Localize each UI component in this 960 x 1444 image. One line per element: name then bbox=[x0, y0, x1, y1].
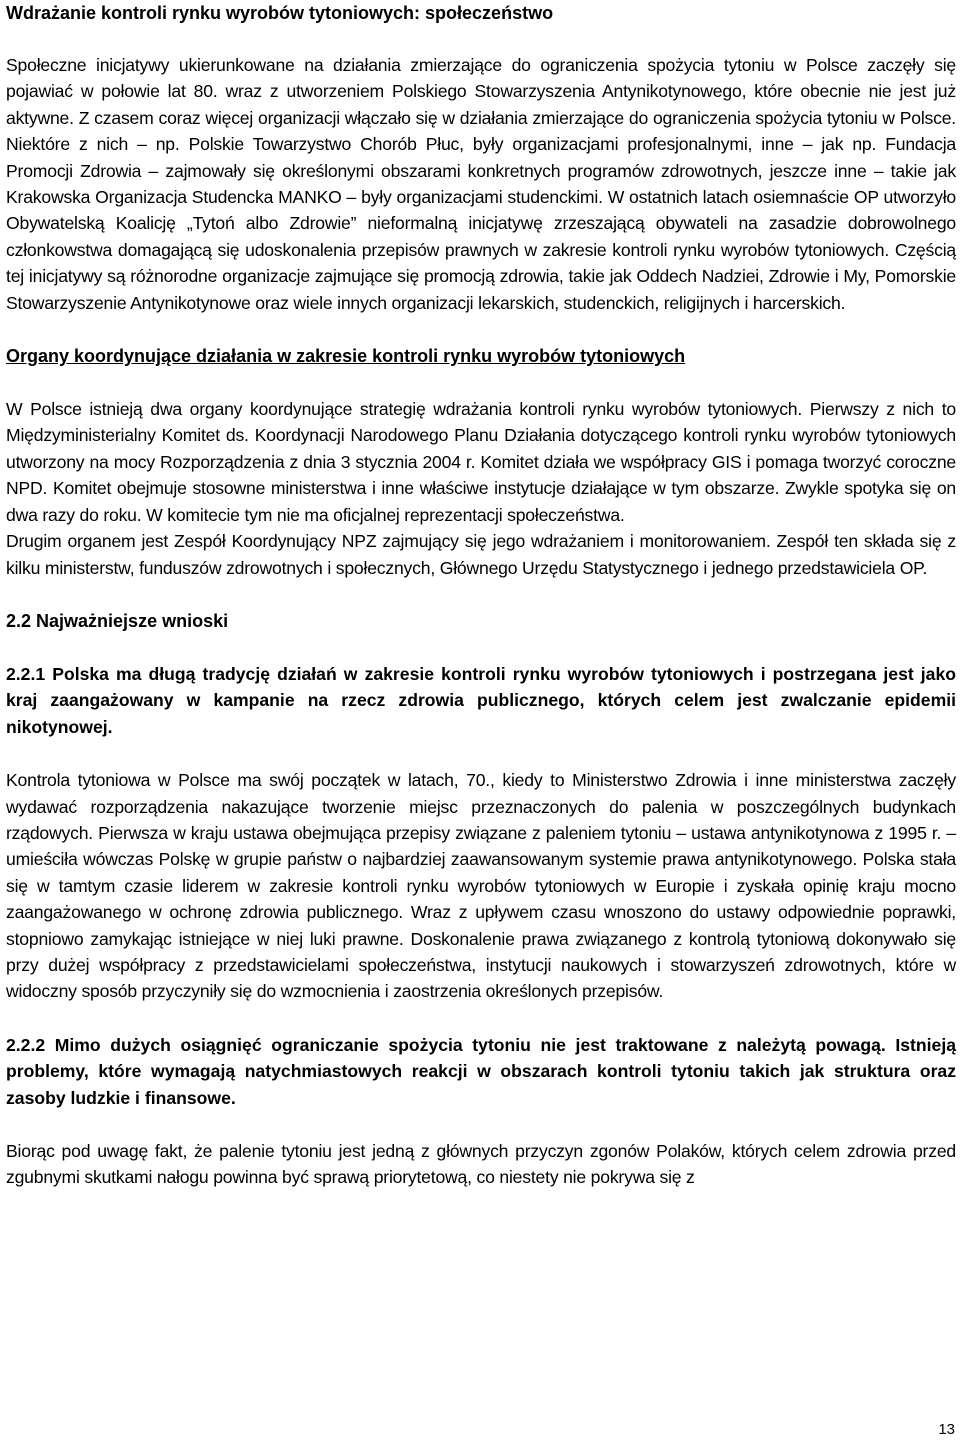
heading-coordinating-bodies: Organy koordynujące działania w zakresie kontroli rynku wyrobów tytoniowych bbox=[6, 346, 686, 367]
heading-conclusion-2-2-1: 2.2.1 Polska ma długą tradycję działań w zakresie kontroli rynku wyrobów tytoniowych i postrzegana jest jako kraj zaangażowany w kampanie na rzecz zdrowia publicznego, których celem jest zwalczanie epidemii nikotynowej. bbox=[6, 663, 956, 737]
paragraph-coordinating-bodies-1: W Polsce istnieją dwa organy koordynujące strategię wdrażania kontroli rynku wyrobów tytoniowych. Pierwszy z nich to Międzyministerialny Komitet ds. Koordynacji Narodowego Planu Działania dotyczącego kontroli rynku wyrobów tytoniowych utworzony na mocy Rozporządzenia z dnia 3 stycznia 2004 r. Komitet działa we współpracy GIS i pomaga tworzyć coroczne NPD. Komitet obejmuje stosowne ministerstwa i inne właściwe instytucje działające w tym obszarze. Zwykle spotyka się on dwa razy do roku. W komitecie tym nie ma oficjalnej reprezentacji społeczeństwa. bbox=[6, 399, 956, 525]
heading-society: Wdrażanie kontroli rynku wyrobów tytoniowych: społeczeństwo bbox=[6, 3, 554, 23]
heading-conclusion-2-2-2: 2.2.2 Mimo dużych osiągnięć ograniczanie spożycia tytoniu nie jest traktowane z należytą powagą. Istnieją problemy, które wymagają natychmiastowych reakcji w obszarach kontroli tytoniu takich jak struktura oraz zasoby ludzkie i finansowe. bbox=[6, 1034, 956, 1108]
paragraph-coordinating-bodies-2: Drugim organem jest Zespół Koordynujący NPZ zajmujący się jego wdrażaniem i monitorowaniem. Zespół ten składa się z kilku ministerstw, funduszów zdrowotnych i społecznych, Głównego Urzędu Statystycznego i jednego przedstawiciela OP. bbox=[6, 531, 956, 578]
heading-key-conclusions: 2.2 Najważniejsze wnioski bbox=[6, 610, 229, 631]
paragraph-tobacco-control-history: Kontrola tytoniowa w Polsce ma swój początek w latach, 70., kiedy to Ministerstwo Zdrowia i inne ministerstwa zaczęły wydawać rozporządzenia nakazujące tworzenie miejsc przeznaczonych do palenia w poszczególnych budynkach rządowych. Pierwsza w kraju ustawa obejmująca przepisy związane z paleniem tytoniu – ustawa antynikotynowa z 1995 r. – umieściła wówczas Polskę w grupie państw o najbardziej zaawansowanym systemie prawa antynikotynowego. Polska stała się w tamtym czasie liderem w zakresie kontroli rynku wyrobów tytoniowych w Europie i zyskała opinię kraju mocno zaangażowanego w ochronę zdrowia publicznego. Wraz z upływem czasu wnoszono do ustawy odpowiednie poprawki, stopniowo zamykając istniejące w niej luki prawne. Doskonalenie prawa związanego z kontrolą tytoniową dokonywało się przy dużej współpracy z przedstawicielami społeczeństwa, instytucji naukowych i stowarzyszeń zdrowotnych, które w widoczny sposób przyczyniły się do wzmocnienia i zaostrzenia określonych przepisów. bbox=[6, 770, 956, 1002]
paragraph-priority: Biorąc pod uwagę fakt, że palenie tytoniu jest jedną z głównych przyczyn zgonów Polaków, których celem zdrowia przed zgubnymi skutkami nałogu powinna być sprawą priorytetową, co niestety nie pokrywa się z bbox=[6, 1141, 956, 1188]
page-number: 13 bbox=[938, 1421, 955, 1438]
document-page bbox=[6, 0, 956, 1191]
paragraph-social-initiatives: Społeczne inicjatywy ukierunkowane na działania zmierzające do ograniczenia spożycia tytoniu w Polsce zaczęły się pojawiać w połowie lat 80. wraz z utworzeniem Polskiego Stowarzyszenia Antynikotynowego, które obecnie nie jest już aktywne. Z czasem coraz więcej organizacji włączało się w działania zmierzające do ograniczenia spożycia tytoniu w Polsce. Niektóre z nich – np. Polskie Towarzystwo Chorób Płuc, były organizacjami profesjonalnymi, inne – jak np. Fundacja Promocji Zdrowia – zajmowały się określonymi obszarami konkretnych programów zdrowotnych, jeszcze inne – takie jak Krakowska Organizacja Studencka MANKO – były organizacjami studenckimi. W ostatnich latach osiemnaście OP utworzyło Obywatelską Koalicję „Tytoń albo Zdrowie” nieformalną inicjatywę zrzeszającą obywateli na zasadzie dobrowolnego członkowstwa domagającą się udoskonalenia przepisów prawnych w zakresie kontroli rynku wyrobów tytoniowych. Częścią tej inicjatywy są różnorodne organizacje zajmujące się promocją zdrowia, takie jak Oddech Nadziei, Zdrowie i My, Pomorskie Stowarzyszenie Antynikotynowe oraz wiele innych organizacji lekarskich, studenckich, religijnych i harcerskich. bbox=[6, 55, 956, 313]
